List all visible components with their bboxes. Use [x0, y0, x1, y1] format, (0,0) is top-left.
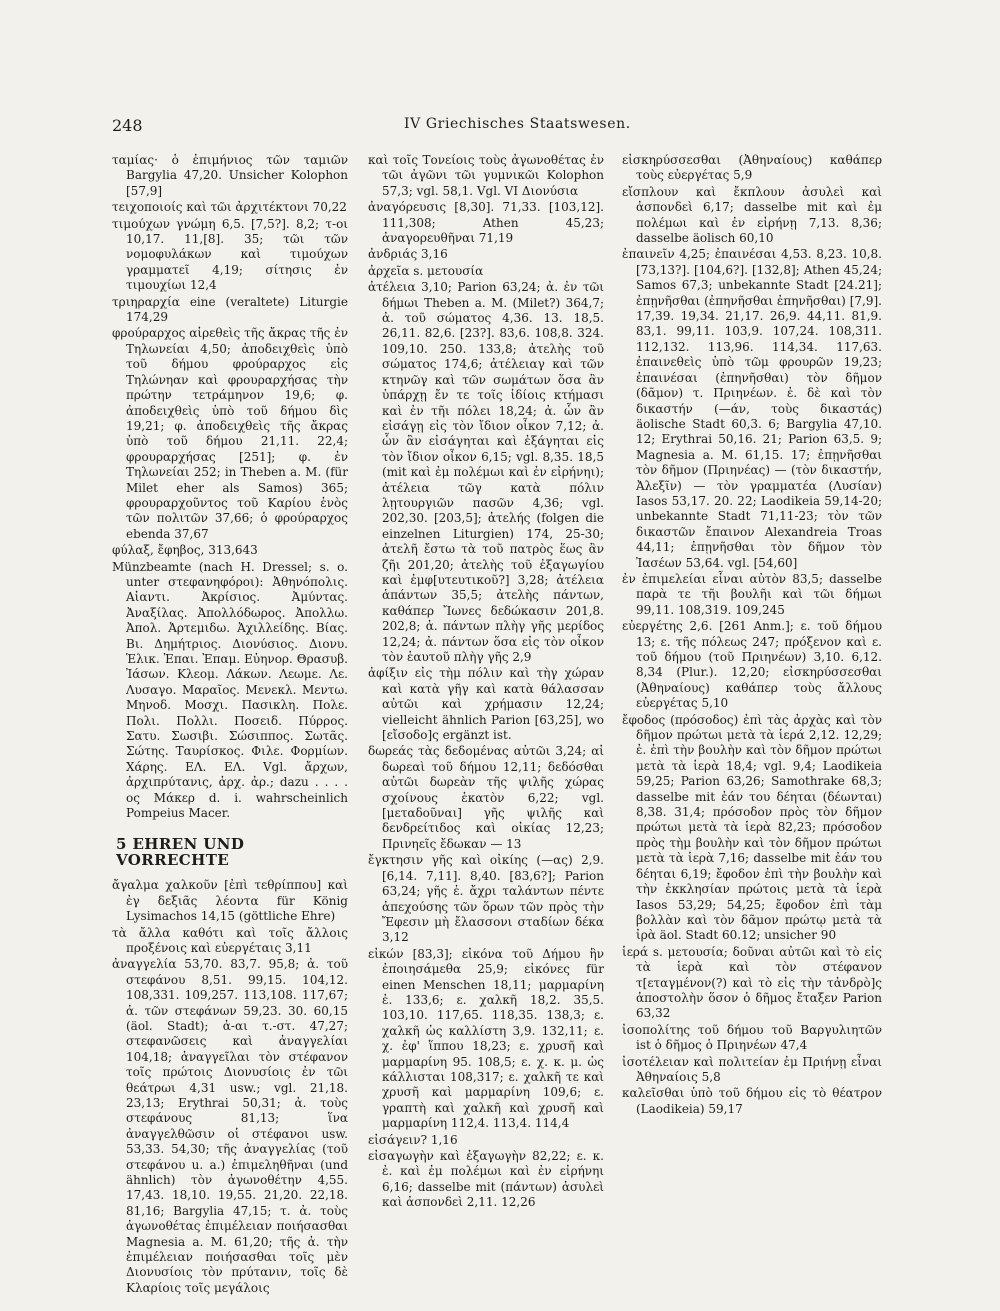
index-entry: τριηραρχία eine (veraltete) Liturgie 174,29: [112, 294, 348, 325]
index-entry: ἀνδριάς 3,16: [368, 247, 448, 262]
index-entry: ταμίας· ὁ ἐπιμήνιος τῶν ταμιῶν Bargylia 47,20. Unsicher Kolophon [57,9]: [112, 153, 348, 198]
index-entry: ἐπαινεῖν 4,25; ἐπαινέσαι 4,53. 8,23. 10,8. [73,13?]. [104,6?]. [132,8]; Athen 45,24; Samos 67,3; unbekannte Stadt [24.21]; ἐπῃνῆσθαι (ἐπηνῆσθαι ἐπηνῆσθαι) [7,9]. 17,39. 19,34. 21,17. 26,9. 44,11. 81,9. 83,1. 99,11. 103,9. 107,24. 108,311. 112,132. 113,96. 114,34. 117,63. ἐπαινεθεὶς ὑπὸ τῶμ φρουρῶν 19,23; ἐπαινέσαι (ἐπηνῆσθαι) τὸν δῆμον (δᾶμον) τ. Πριηνέων. ἐ. δὲ καὶ τὸν δικαστήν (—άν, τοὺς δικαστάς) äolische Stadt 60,3. 6; Bargylia 47,10. 12; Erythrai 50,16. 21; Parion 63,5. 9; Magnesia a. M. 61,15. 17; ἐπῃνῆσθαι τὸν δῆμον (Πριηνέας) — (τὸν δικαστήν, Ἀλεξῖν) — τὸν γραμματέα (Λυσίαν) Iasos 53,17. 20. 22; Laodikeia 59,14-20; unbekannte Stadt 71,11-23; τὸν τῶν δικαστῶν ἔπαινον Alexandreia Troas 44,11; ἐπῃνῆσθαι τὸν δῆμον τὸν Ἰασέων 53,64. vgl. [54,60]: [622, 247, 882, 570]
page-header: [112, 116, 888, 138]
column-left: [112, 153, 348, 1296]
index-entry: ἀφίξιν εἰς τὴμ πόλιν καὶ τὴγ χώραν καὶ κατὰ γῆγ καὶ κατὰ θάλασσαν αὐτῶι καὶ χρήμασιν 12,24; vielleicht ähnlich Parion [63,25], wo [εἴσοδο]ς ergänzt ist.: [368, 666, 604, 743]
index-entry: φύλαξ, ἔφηβος, 313,643: [112, 543, 258, 558]
index-entry: ἰσοπολίτης τοῦ δήμου τοῦ Βαργυλιητῶν ist ὁ δῆμος ὁ Πριηνέων 47,4: [622, 1022, 882, 1053]
section-heading: 5 EHREN UND VORRECHTE: [116, 835, 245, 869]
index-entry: ἀτέλεια 3,10; Parion 63,24; ἀ. ἐν τῶι δήμωι Theben a. M. (Milet?) 364,7; ἀ. τοῦ σώματος 4,36. 13. 18,5. 26,11. 82,6. [23?]. 83,6. 108,8. 324. 109,10. 250. 133,8; ἀτελὴς τοῦ σώματος 174,6; ἀτέλειαγ καὶ τῶν κτηνῶγ καὶ τῶν σωμάτων ὅσα ἂν ὑπάρχῃ ἔν τε τοῖς ἰδίοις κτήμασι καὶ ἐν τῆι πόλει 18,24; ἀ. ὧν ἂν εἰσάγῃ εἰς τὸν ἴδιον οἶκον 7,12; ἀ. ὧν ἂν εἰσάγηται καὶ ἐξάγηται εἰς τὸν ἴδιον οἶκον 6,15; vgl. 8,35. 18,5 (mit καὶ ἐμ πολέμωι καὶ ἐν εἰρήνηι); ἀτέλεια τῶγ κατὰ πόλιν λῃτουργιῶν πασῶν 4,36; vgl. 202,30. [203,5]; ἀτελής (folgen die einzelnen Liturgien) 174, 25-30; ἀτελῆ ἔστω τὰ τοῦ πατρὸς ἕως ἂν ζῆι 201,20; ἀτελὴς τοῦ ἐξαγωγίου καὶ ἐμφ[υτευτικοῦ?] 3,28; ἀτέλεια ἁπάντων 35,5; ἀτελὴς πάντων, καθάπερ Ἴωνες δεδώκασιν 201,8. 202,8; ἀ. πάντων πλὴγ γῆς μερίδος 12,24; ἀ. πάντων ὅσα εἰς τὸν οἶκον τὸν ἑαυτοῦ πλὴγ γῆς 2,9: [368, 280, 604, 664]
index-entry: εἴσπλουν καὶ ἔκπλουν ἀσυλεὶ καὶ ἀσπονδεὶ 6,17; dasselbe mit καὶ ἐμ πολέμωι καὶ ἐν εἰρήνῃ 7,13. 8,36; dasselbe äolisch 60,10: [622, 184, 882, 246]
index-entry: ἀρχεῖα s. μετουσία: [368, 263, 484, 278]
index-entry: φρούραρχος αἱρεθεὶς τῆς ἄκρας τῆς ἐν Τηλωνείαι 4,50; ἀποδειχθεὶς ὑπὸ τοῦ δήμου φρούραρχος εἰς Τηλώνηαν καὶ φρουραρχήσας τὴν πρώτην τετράμηνον 19,6; φ. ἀποδειχθεὶς ὑπὸ τοῦ δήμου δὶς 19,21; φ. ἀποδειχθεὶς τῆς ἄκρας ὑπὸ τοῦ δήμου 21,11. 22,4; φρουραρχήσας [251]; φ. ἐν Τηλωνείαι 252; in Theben a. M. (für Milet eher als Samos) 365; φρουραρχοῦντος τοῦ Καρίου ἑνὸς τῶν πολιτῶν 37,66; ὁ φρούραρχος ebenda 37,67: [112, 326, 348, 541]
index-entry: ἰσοτέλειαν καὶ πολιτείαν ἐμ Πριήνῃ εἶναι Ἀθηναίοις 5,8: [622, 1054, 882, 1084]
column-middle: [368, 153, 604, 1211]
index-entry: ἱερά s. μετουσία; δοῦναι αὐτῶι καὶ τὸ εἰς τὰ ἱερὰ καὶ τὸν στέφανον τ[εταγμένον(?) καὶ τὸ εἰς τὴν τἀνδρὸ]ς ἀποστολὴν ὅσον ὁ δῆμος ἔταξεν Parion 63,32: [622, 944, 882, 1021]
index-entry: τειχοποιοίς καὶ τῶι ἀρχιτέκτονι 70,22: [112, 200, 347, 215]
index-entry: τὰ ἄλλα καθότι καὶ τοῖς ἄλλοις προξένοις καὶ εὐεργέταις 3,11: [112, 925, 348, 955]
index-entry: ἄγαλμα χαλκοῦν [ἐπὶ τεθρίππου] καὶ ἐγ δεξιᾶς λέοντα für König Lysimachos 14,15 (göttliche Ehre): [112, 878, 348, 924]
index-entry: ἀναγόρευσις [8,30]. 71,33. [103,12]. 111,308; Athen 45,23; ἀναγορευθῆναι 71,19: [368, 200, 604, 246]
index-entry: εἰσκηρύσσεσθαι (Ἀθηναίους) καθάπερ τοὺς εὐεργέτας 5,9: [622, 153, 882, 183]
index-entry: δωρεάς τὰς δεδομένας αὐτῶι 3,24; αἱ δωρεαὶ τοῦ δήμου 12,11; δεδόσθαι αὐτῶι δωρεὰν τῆς ψιλῆς χώρας σχοίνους ἑκατὸν 6,22; vgl. [μεταδοῦναι] γῆς ψιλῆς καὶ δενδρείτιδος καὶ οἰκίας 12,23; Πρινηεῖς ἔδωκαν — 13: [368, 744, 604, 851]
index-entry: καλεῖσθαι ὑπὸ τοῦ δήμου εἰς τὸ θέατρον (Laodikeia) 59,17: [622, 1086, 882, 1116]
index-entry: ἐν ἐπιμελείαι εἶναι αὐτὸν 83,5; dasselbe παρὰ τε τῆι βουλῆι καὶ τῶι δήμωι 99,11. 108,319. 109,245: [622, 571, 882, 617]
running-title: IV Griechisches Staatswesen.: [404, 116, 631, 132]
index-entry: εἰσαγωγὴν καὶ ἐξαγωγὴν 82,22; ε. κ. ἐ. καὶ ἐμ πολέμωι καὶ ἐν εἰρήνηι 6,16; dasselbe mit (πάντων) ἀσυλεὶ καὶ ἀσπονδεὶ 2,11. 12,26: [368, 1149, 604, 1210]
index-entry: ἀναγγελία 53,70. 83,7. 95,8; ἀ. τοῦ στεφάνου 8,51. 99,15. 104,12. 108,331. 109,257. 113,108. 117,67; ἀ. τῶν στεφάνων 59,23. 30. 60,15 (äol. Stadt); ἀ-αι τ.-στ. 47,27; στεφανῶσεις καὶ ἀναγγελίαι 104,18; ἀναγγεῖλαι τὸν στέφανον τοῖς πρώτοις Διονυσίοις ἐν τῶι θεάτρωι 4,31 usw.; vgl. 21,18. 23,13; Erythrai 50,31; ἀ. τοὺς στεφάνους 81,13; ἵνα ἀναγγελθῶσιν οἱ στέφανοι usw. 53,33. 54,30; τῆς ἀναγγελίας (τοῦ στεφάνου u. a.) ἐπιμεληθῆναι (und ähnlich) τὸν ἀγωνοθέτην 4,55. 17,43. 18,10. 19,55. 21,20. 22,18. 81,16; Bargylia 47,15; τ. ἀ. τοὺς ἀγωνοθέτας ἐπιμέλειαν ποιήσασθαι Magnesia a. M. 61,20; τῆς ἀ. τὴν ἐπιμέλειαν ποιήσασθαι τοῖς μὲν Διονυσίοις τὸν πρύτανιν, τοῖς δὲ Κλαρίοις τοῖς μεγάλοις: [112, 957, 348, 1295]
index-entry: ἔφοδος (πρόσοδος) ἐπὶ τὰς ἀρχὰς καὶ τὸν δῆμον πρώτωι μετὰ τὰ ἱερά 2,12. 12,29; ἐ. ἐπὶ τὴν βουλὴν καὶ τὸν δῆμον πρώτωι μετὰ τὰ ἱερὰ 18,4; vgl. 9,4; Laodikeia 59,25; Parion 63,26; Samothrake 68,3; dasselbe mit ἐάν του δέηται (δέωνται) 8,38. 31,4; πρόσοδον πρὸς τὸν δῆμον πρώτωι μετὰ τὰ ἱερὰ 82,23; πρόσοδον πρὸς τὴμ βουλὴν καὶ τὸν δῆμον πρώτωι μετὰ τὰ ἱερὰ 7,16; dasselbe mit ἐάν του δέηται 6,19; ἔφοδον ἐπὶ τὴν βουλὴν καὶ τὴν ἐκκλησίαν πρώτοις μετὰ τὰ ἱερὰ Iasos 53,29; 54,25; ἔφοδον ἐπὶ τὰμ βολλὰν καὶ τὸν δᾶμον πρώτῳ μετὰ τὰ ἰρὰ äol. Stadt 60.12; unsicher 90: [622, 712, 882, 943]
index-entry: εὐεργέτης 2,6. [261 Anm.]; ε. τοῦ δήμου 13; ε. τῆς πόλεως 247; πρόξενον καὶ ε. τοῦ δήμου (τοῦ Πριηνέων) 3,10. 6,12. 8,34 (Plur.). 12,20; εἰσκηρύσσεσθαι (Ἀθηναίους) καθάπερ τοὺς ἄλλους εὐεργέτας 5,10: [622, 619, 882, 711]
column-right: [622, 153, 882, 1117]
page-number: 248: [112, 116, 143, 135]
index-entry: Münzbeamte (nach H. Dressel; s. o. unter στεφανηφόροι): Ἀθηνόπολις. Αἰαντι. Ἀκρίσιος. Ἀμύντας. Ἀναξίλας. Ἀπολλόδωρος. Ἀπολλω. Ἀπολ. Ἀρτεμιδω. Ἀχιλλείδης. Βίας. Βι. Δημήτριος. Διονύσιος. Διονυ. Ἑλικ. Ἐπαι. Ἐπαμ. Εὐηνορ. Θρασυβ. Ἰάσων. Κλεομ. Λάκων. Λεωμε. Λε. Λυσαγο. Μαραῖος. Μενεκλ. Μεντω. Μηνοδ. Μοσχι. Πασικλη. Πολε. Πολι. Πολλι. Ποσειδ. Πύρρος. Σατυ. Σωσιβι. Σώσιππος. Σωτᾶς. Σώτης. Ταυρίσκος. Φιλε. Φορμίων. Χάρης. ΕΛ. ΕΛ. Vgl. ἄρχων, ἀρχιπρύτανις, ἀρχ. ἀρ.; dazu . . . . ος Μάκερ d. i. wahrscheinlich Pompeius Macer.: [112, 559, 348, 821]
index-entry: καὶ τοῖς Τονείοις τοὺς ἀγωνοθέτας ἐν τῶι ἀγῶνι τῶι γυμνικῶι Kolophon 57,3; vgl. 58,1. Vgl. VI Διονύσια: [368, 153, 604, 198]
index-entry: εἰσάγειν? 1,16: [368, 1132, 458, 1147]
index-entry: εἰκών [83,3]; εἰκόνα τοῦ Δήμου ἣν ἐποιησάμεθα 25,9; εἰκόνες für einen Menschen 18,11; μαρμαρίνη ἐ. 133,6; ε. χαλκῆ 18,2. 35,5. 103,10. 117,65. 118,35. 138,3; ε. χαλκῆ ὡς καλλίστη 3,9. 132,11; ε. χ. ἐφ' ἵππου 18,23; ε. χρυσῆ καὶ μαρμαρίνη 95. 108,5; ε. χ. κ. μ. ὡς κάλλισται 108,317; ε. χαλκῆ τε καὶ χρυσῆ καὶ μαρμαρίνη 109,6; ε. γραπτὴ καὶ χαλκῆ καὶ χρυσῆ καὶ μαρμαρίνη 112,4. 113,4. 114,4: [368, 946, 604, 1131]
index-entry: τιμούχων γνώμη 6,5. [7,5?]. 8,2; τ-οι 10,17. 11,[8]. 35; τῶι τῶν νομοφυλάκων καὶ τιμούχων γραμματεῖ 4,19; σίτησις ἐν τιμουχίωι 12,4: [112, 216, 348, 293]
index-entry: ἔγκτησιν γῆς καὶ οἰκίης (—ας) 2,9. [6,14. 7,11]. 8,40. [83,6?]; Parion 63,24; γῆς ἐ. ἄχρι ταλάντων πέντε ἀπεχούσης τῶν ὅρων τῶν πρὸς τὴν Ἔφεσιν μὴ ἔλασσονι σταδίων δέκα 3,12: [368, 853, 604, 945]
